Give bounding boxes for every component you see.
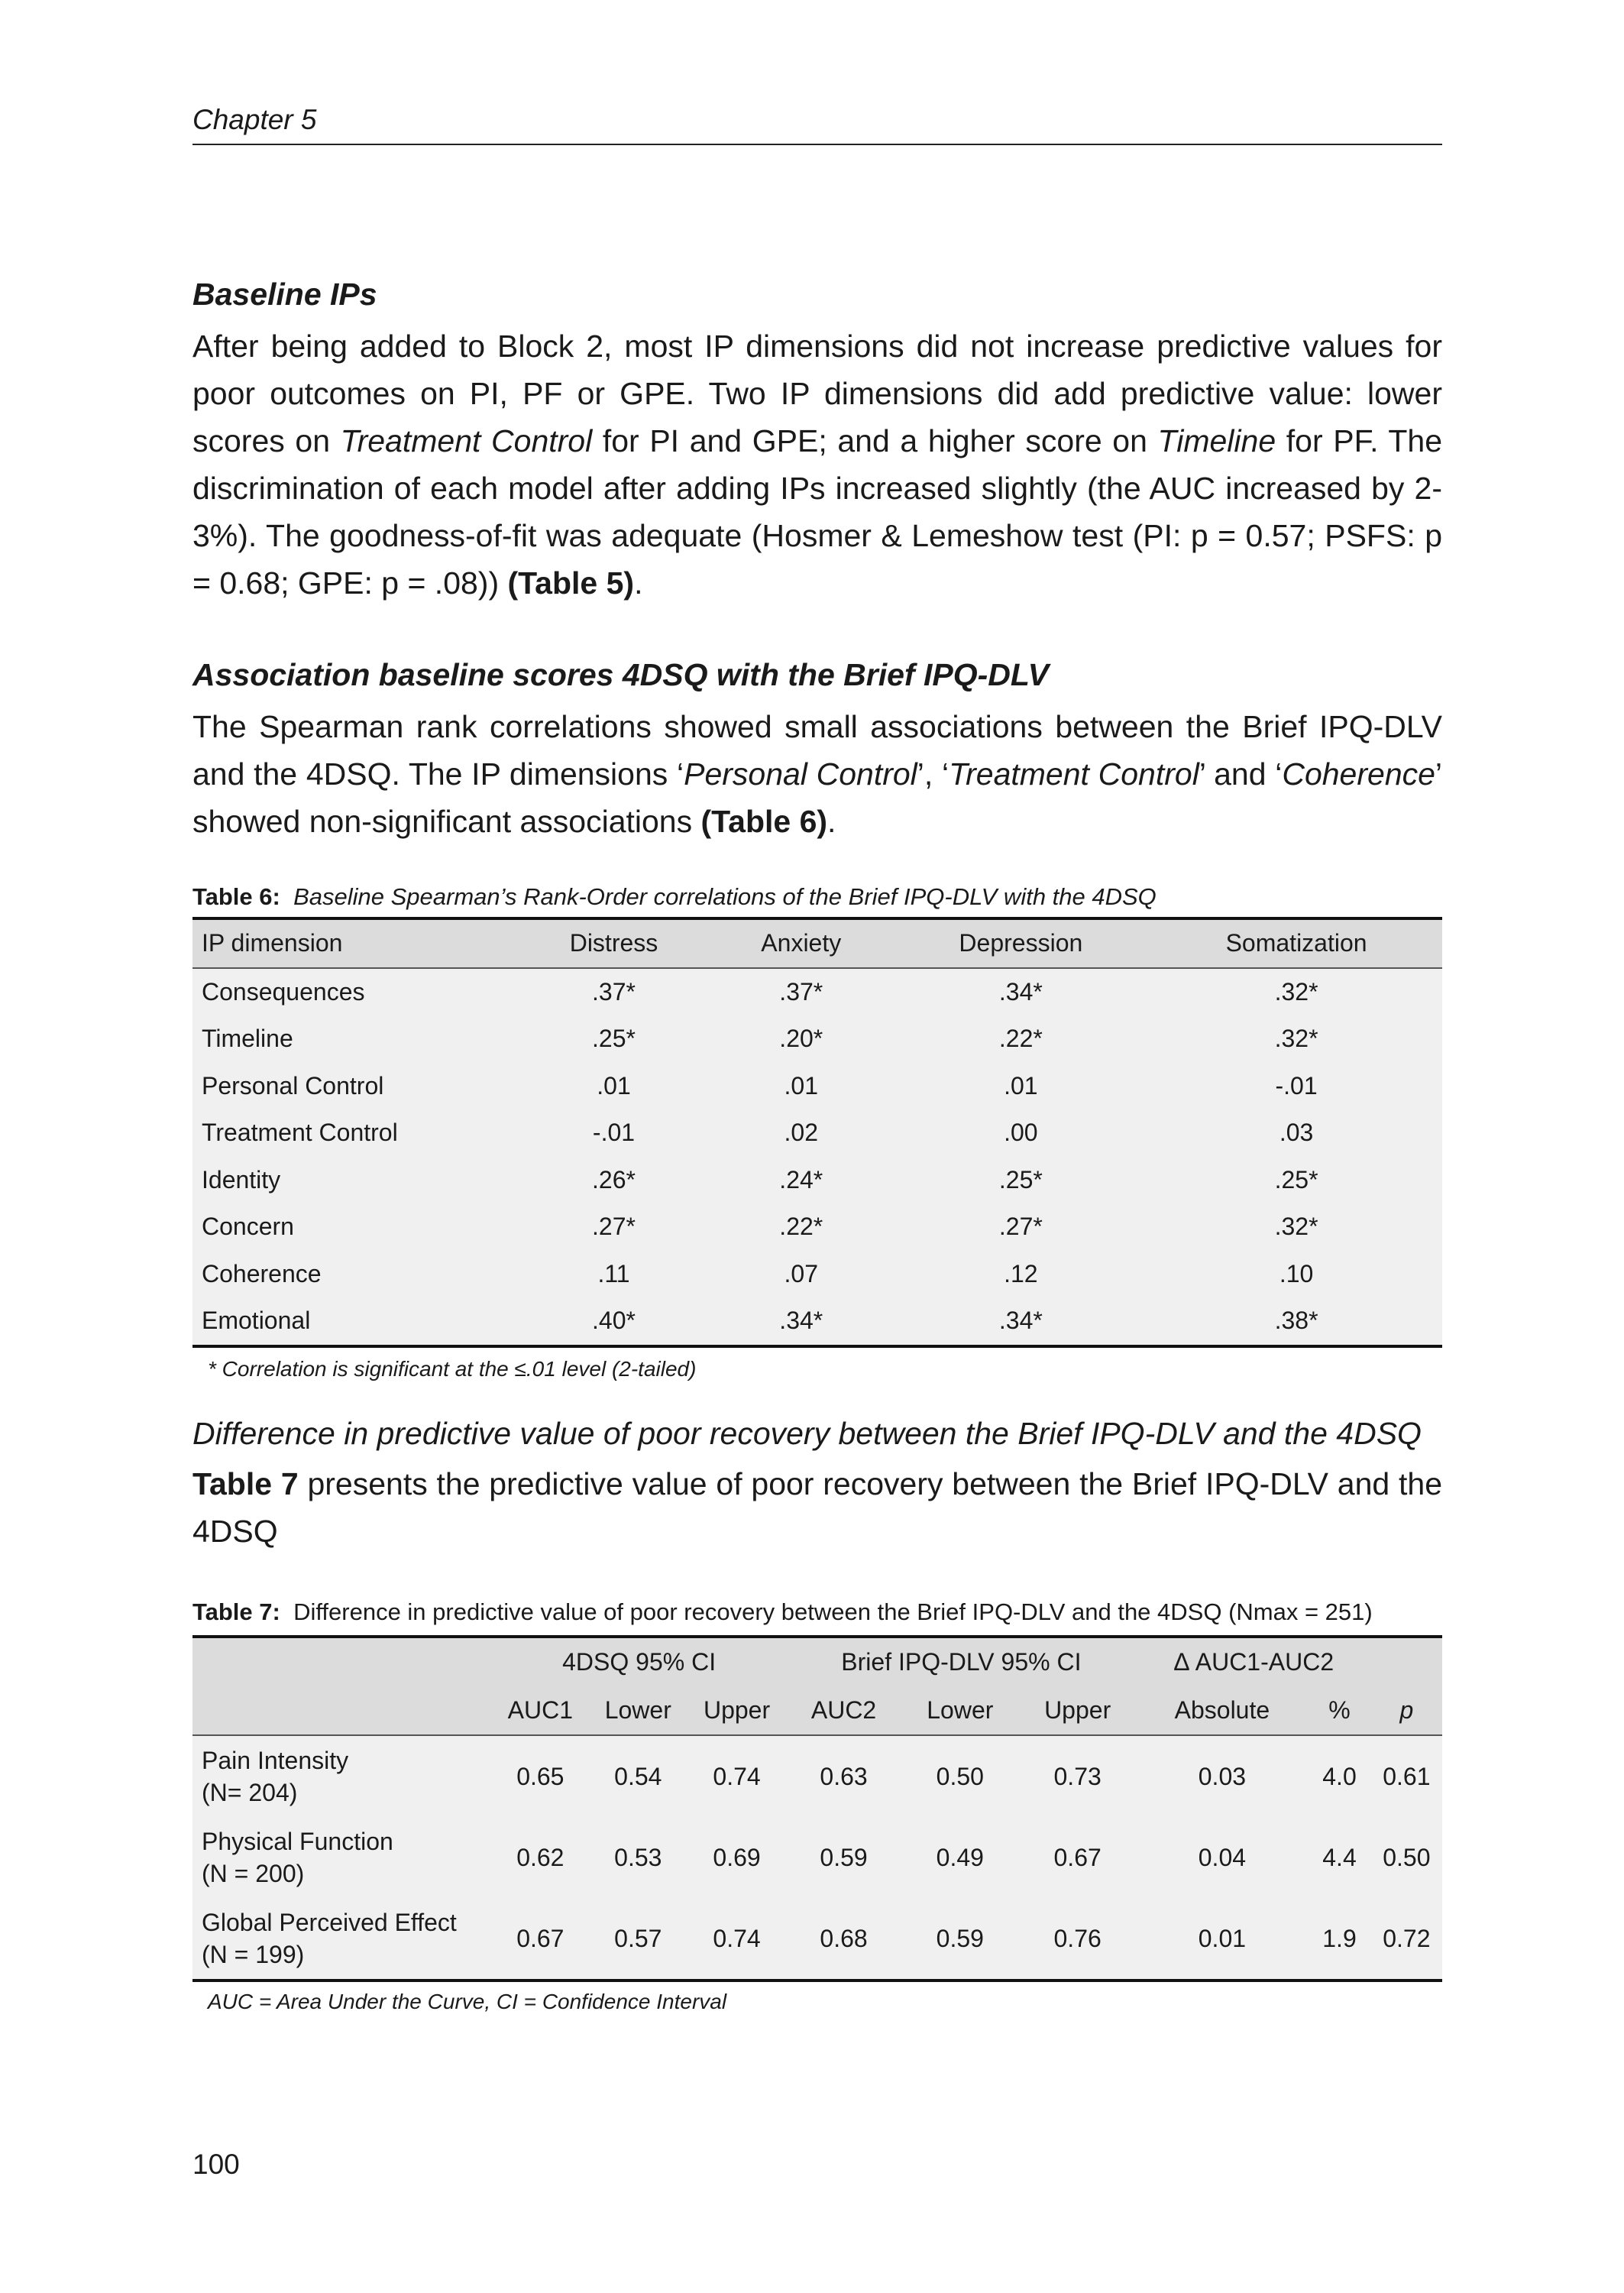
- table6-cell: .32*: [1150, 1203, 1442, 1251]
- table7-sub-header: Upper: [1019, 1686, 1137, 1735]
- table7-sub-header: p: [1371, 1686, 1442, 1735]
- table6-header: Distress: [516, 918, 711, 968]
- table6-cell: .01: [891, 1063, 1151, 1110]
- table7-cell: 0.63: [786, 1735, 901, 1817]
- table6-cell: .34*: [891, 968, 1151, 1016]
- table7-cell: 4.4: [1308, 1817, 1371, 1898]
- table6-row: [192, 1297, 1442, 1346]
- table7-outcome-name: Global Perceived Effect: [202, 1909, 457, 1936]
- table6-cell: .32*: [1150, 968, 1442, 1016]
- table6-row: [192, 1251, 1442, 1298]
- table6-note: * Correlation is significant at the ≤.01 level (2-tailed): [208, 1357, 697, 1381]
- table7-cell: 0.67: [492, 1898, 589, 1980]
- table6-row: [192, 1109, 1442, 1157]
- table7-sub-header: Lower: [589, 1686, 687, 1735]
- table7-cell: 0.65: [492, 1735, 589, 1817]
- table7-row: [192, 1735, 1442, 1817]
- table6-row: [192, 1063, 1442, 1110]
- table7-cell: 0.61: [1371, 1735, 1442, 1817]
- table6-cell: -.01: [1150, 1063, 1442, 1110]
- table7-note: AUC = Area Under the Curve, CI = Confidence Interval: [208, 1990, 727, 2013]
- table7-cell: 1.9: [1308, 1898, 1371, 1980]
- table6-row-label: Consequences: [192, 968, 516, 1016]
- table6-header: Anxiety: [711, 918, 891, 968]
- table6-row-label: Emotional: [192, 1297, 516, 1346]
- table6-header: Depression: [891, 918, 1151, 968]
- table7-cell: 0.50: [1371, 1817, 1442, 1898]
- paragraph-baseline-ips: After being added to Block 2, most IP dimensions did not increase predictive values for poor outcomes on PI, PF or GPE. Two IP dimensions did add predictive value: lower scores on Treatment Control for PI and GPE; and a higher score on Timeline for PF. The discrimination of each model after adding IPs increased slightly (the AUC increased by 2-3%). The goodness-of-fit was adequate (Hosmer & Lemeshow test (PI: p = 0.57; PSFS: p = 0.68; GPE: p = .08)) (Table 5).: [192, 329, 1443, 601]
- table6-caption: Table 6: Baseline Spearman’s Rank-Order correlations of the Brief IPQ-DLV with the 4DSQ: [192, 883, 1157, 910]
- table6: [192, 917, 1442, 1348]
- section-heading-association: Association baseline scores 4DSQ with the Brief IPQ-DLV: [192, 657, 1049, 692]
- table7-cell: 0.01: [1137, 1898, 1309, 1980]
- table7-group-header: 4DSQ 95% CI: [492, 1637, 786, 1686]
- table7-cell: 0.74: [687, 1898, 786, 1980]
- table7-sub-header: Lower: [901, 1686, 1019, 1735]
- table7-sub-header-row: [192, 1686, 1442, 1735]
- table6-cell: .37*: [516, 968, 711, 1016]
- running-header: [192, 101, 1442, 145]
- table7-row-label: [192, 1735, 492, 1817]
- table7-cell: 0.04: [1137, 1817, 1309, 1898]
- table6-cell: .03: [1150, 1109, 1442, 1157]
- table7-outcome-n: (N = 200): [202, 1860, 305, 1887]
- table7-group-header: Δ AUC1-AUC2: [1137, 1637, 1371, 1686]
- table6-header-row: [192, 918, 1442, 968]
- table7-outcome-n: (N= 204): [202, 1779, 298, 1806]
- table7: [192, 1635, 1442, 1982]
- table7-sub-header: AUC2: [786, 1686, 901, 1735]
- table6-row: [192, 1015, 1442, 1063]
- section-heading-baseline-ips: Baseline IPs: [192, 277, 377, 312]
- table6-row: [192, 1203, 1442, 1251]
- table6-cell: -.01: [516, 1109, 711, 1157]
- table6-row-label: Timeline: [192, 1015, 516, 1063]
- paragraph-difference: Table 7 presents the predictive value of poor recovery between the Brief IPQ-DLV and the 4DSQ: [192, 1466, 1442, 1549]
- table7-cell: 0.59: [786, 1817, 901, 1898]
- table7-outcome-name: Pain Intensity: [202, 1747, 349, 1774]
- table7-outcome-n: (N = 199): [202, 1941, 305, 1968]
- table7-cell: 0.72: [1371, 1898, 1442, 1980]
- page-number: 100: [192, 2149, 240, 2180]
- table6-cell: .10: [1150, 1251, 1442, 1298]
- table7-cell: 0.03: [1137, 1735, 1309, 1817]
- table7-sub-header: Upper: [687, 1686, 786, 1735]
- table6-cell: .11: [516, 1251, 711, 1298]
- table7-cell: 0.53: [589, 1817, 687, 1898]
- table7-group-header: Brief IPQ-DLV 95% CI: [786, 1637, 1136, 1686]
- table7-row: [192, 1817, 1442, 1898]
- table7-cell: 0.49: [901, 1817, 1019, 1898]
- table6-cell: .07: [711, 1251, 891, 1298]
- table7-group-header-row: [192, 1637, 1442, 1686]
- table7-cell: 0.57: [589, 1898, 687, 1980]
- table7-cell: 0.76: [1019, 1898, 1137, 1980]
- table7-cell: 0.73: [1019, 1735, 1137, 1817]
- table6-row: [192, 1157, 1442, 1204]
- table7-row-label: [192, 1898, 492, 1980]
- table6-cell: .26*: [516, 1157, 711, 1204]
- table6-cell: .38*: [1150, 1297, 1442, 1346]
- table7-sub-header: Absolute: [1137, 1686, 1309, 1735]
- table6-cell: .25*: [516, 1015, 711, 1063]
- table6-cell: .34*: [891, 1297, 1151, 1346]
- table7-cell: 0.62: [492, 1817, 589, 1898]
- table6-row-label: Concern: [192, 1203, 516, 1251]
- chapter-label: Chapter 5: [192, 104, 317, 135]
- table6-cell: .20*: [711, 1015, 891, 1063]
- table7-cell: 4.0: [1308, 1735, 1371, 1817]
- table6-row: [192, 968, 1442, 1016]
- table6-cell: .32*: [1150, 1015, 1442, 1063]
- table7-row: [192, 1898, 1442, 1980]
- table6-cell: .40*: [516, 1297, 711, 1346]
- table7-cell: 0.68: [786, 1898, 901, 1980]
- table6-cell: .37*: [711, 968, 891, 1016]
- table6-row-label: Coherence: [192, 1251, 516, 1298]
- table7-cell: 0.67: [1019, 1817, 1137, 1898]
- table6-cell: .24*: [711, 1157, 891, 1204]
- table6-cell: .12: [891, 1251, 1151, 1298]
- table7-sub-header: %: [1308, 1686, 1371, 1735]
- table6-cell: .22*: [711, 1203, 891, 1251]
- table7-cell: 0.59: [901, 1898, 1019, 1980]
- table7-sub-header: AUC1: [492, 1686, 589, 1735]
- table6-cell: .25*: [891, 1157, 1151, 1204]
- table6-header: Somatization: [1150, 918, 1442, 968]
- table6-cell: .25*: [1150, 1157, 1442, 1204]
- table7-cell: 0.54: [589, 1735, 687, 1817]
- table6-cell: .34*: [711, 1297, 891, 1346]
- table7-cell: 0.74: [687, 1735, 786, 1817]
- table6-cell: .01: [516, 1063, 711, 1110]
- table7-row-label: [192, 1817, 492, 1898]
- table6-row-label: Identity: [192, 1157, 516, 1204]
- paragraph-association: The Spearman rank correlations showed small associations between the Brief IPQ-DLV and the 4DSQ. The IP dimensions ‘Personal Control’, ‘Treatment Control’ and ‘Coherence’ showed non-significant associations (Table 6).: [192, 709, 1443, 839]
- table7-caption: Table 7: Difference in predictive value of poor recovery between the Brief IPQ-DLV and the 4DSQ (Nmax = 251): [192, 1598, 1373, 1625]
- table6-row-label: Personal Control: [192, 1063, 516, 1110]
- section-heading-difference: Difference in predictive value of poor recovery between the Brief IPQ-DLV and the 4DSQ: [192, 1416, 1422, 1451]
- table7-outcome-name: Physical Function: [202, 1828, 393, 1855]
- table6-row-label: Treatment Control: [192, 1109, 516, 1157]
- table7-cell: 0.50: [901, 1735, 1019, 1817]
- table6-cell: .02: [711, 1109, 891, 1157]
- table6-header: IP dimension: [192, 918, 516, 968]
- table6-cell: .27*: [516, 1203, 711, 1251]
- table7-cell: 0.69: [687, 1817, 786, 1898]
- table6-cell: .00: [891, 1109, 1151, 1157]
- table6-cell: .22*: [891, 1015, 1151, 1063]
- table6-cell: .27*: [891, 1203, 1151, 1251]
- table6-cell: .01: [711, 1063, 891, 1110]
